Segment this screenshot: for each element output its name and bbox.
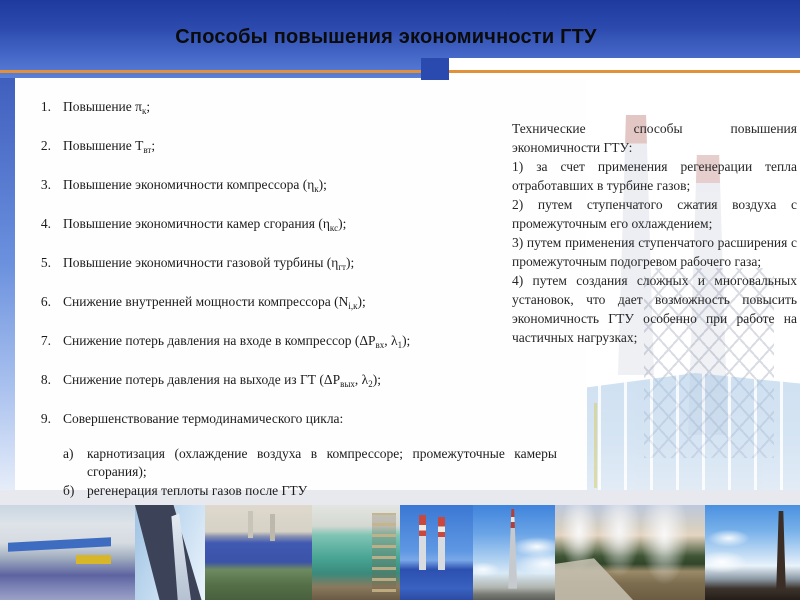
subscript: гт: [338, 262, 346, 272]
photo-cooling-tower-steam-plumes: [555, 505, 705, 600]
tech-text-paragraph: Технические способы повышения экономичности ГТУ:: [512, 121, 797, 155]
item-text: Повышение $Т_{вт}$;: [63, 138, 156, 155]
tech-text-paragraph: 4) путем создания сложных и многовальных установок, что дает возможность повысить экономичность ГТУ особенно при работе на частичных нагрузках;: [512, 273, 797, 345]
doc-list-item: [23, 371, 581, 393]
item-text: Снижение внутренней мощности компрессора $(N_{i,к})$;: [63, 294, 366, 311]
item-text: Повышение $\pi_к$;: [63, 99, 151, 116]
item-number: 6.: [40, 294, 51, 309]
page-title: Способы повышения экономичности ГТУ: [175, 26, 597, 48]
photo-blue-plant-striped-stacks: [400, 505, 473, 600]
photo-chimney-silhouette-sky: [705, 505, 800, 600]
doc-sub-item: [63, 445, 581, 481]
sub-item-text: регенерация теплоты газов после ГТУ: [87, 483, 308, 498]
header-notch: [449, 58, 800, 78]
photo-teal-plant-with-lattice: [312, 505, 400, 600]
doc-list-item: [23, 176, 581, 198]
item-number: 8.: [40, 372, 51, 387]
doc-list-item: [23, 98, 581, 120]
sub-item-marker: а): [63, 446, 74, 461]
item-number: 1.: [40, 99, 51, 114]
subscript: к: [314, 184, 319, 194]
doc-list-item: [23, 293, 581, 315]
subscript: кс: [329, 223, 339, 233]
item-number: 9.: [40, 411, 51, 426]
doc-sub-item: [63, 482, 581, 500]
doc-list-item: [23, 215, 581, 237]
item-text: Повышение экономичности газовой турбины $(\eta_{гт})$;: [63, 255, 355, 272]
item-number: 4.: [40, 216, 51, 231]
item-text: Повышение экономичности камер сгорания $(\eta_{кс})$;: [63, 216, 347, 233]
accent-divider-line: [0, 70, 800, 73]
photo-white-industrial-building: [0, 505, 135, 600]
doc-list-item: [23, 254, 581, 276]
sub-item-marker: б): [63, 483, 75, 498]
doc-list-item: [23, 410, 581, 428]
subscript: вт: [143, 145, 152, 155]
document-list: [15, 78, 587, 541]
doc-list-item: [23, 137, 581, 159]
item-text: Снижение потерь давления на входе в компрессор ($\Delta P_{вх}$, $\lambda_1$);: [63, 333, 411, 350]
tech-text-paragraph: 2) путем ступенчатого сжатия воздуха с промежуточным его охлаждением;: [512, 197, 797, 231]
tech-text-block: [512, 119, 797, 347]
faint-blue-building: [572, 373, 800, 490]
item-text: Совершенствование термодинамического цикла:: [63, 411, 344, 426]
subscript: i,к: [348, 301, 358, 311]
subscript: вх: [375, 340, 385, 350]
item-text: Снижение потерь давления на выходе из ГТ ($\Delta P_{вых}$, $\lambda_2$);: [63, 372, 381, 389]
subscript: вых: [340, 379, 355, 389]
left-gradient-strip: [0, 78, 15, 490]
header-end-cap: [421, 58, 449, 80]
photo-blue-power-plant: [205, 505, 312, 600]
item-number: 7.: [40, 333, 51, 348]
tech-text-paragraph: 3) путем применения ступенчатого расширения с промежуточным подогревом рабочего газа;: [512, 235, 797, 269]
item-number: 5.: [40, 255, 51, 270]
photo-tall-striped-chimney: [473, 505, 555, 600]
item-text: Повышение экономичности компрессора $(\eta_к)$;: [63, 177, 327, 194]
subscript: к: [141, 106, 147, 116]
item-number: 3.: [40, 177, 51, 192]
doc-list-item: [23, 332, 581, 354]
subscript: 1: [397, 340, 403, 350]
photo-strip: [0, 505, 800, 600]
sub-item-text: карнотизация (охлаждение воздуха в компрессоре; промежуточные камеры сгорания);: [87, 446, 557, 479]
tech-text-paragraph: 1) за счет применения регенерации тепла отработавших в турбине газов;: [512, 159, 797, 193]
item-number: 2.: [40, 138, 51, 153]
photo-chimney-upward-view: [135, 505, 205, 600]
subscript: 2: [368, 379, 373, 389]
scanned-document-panel: [15, 78, 587, 498]
